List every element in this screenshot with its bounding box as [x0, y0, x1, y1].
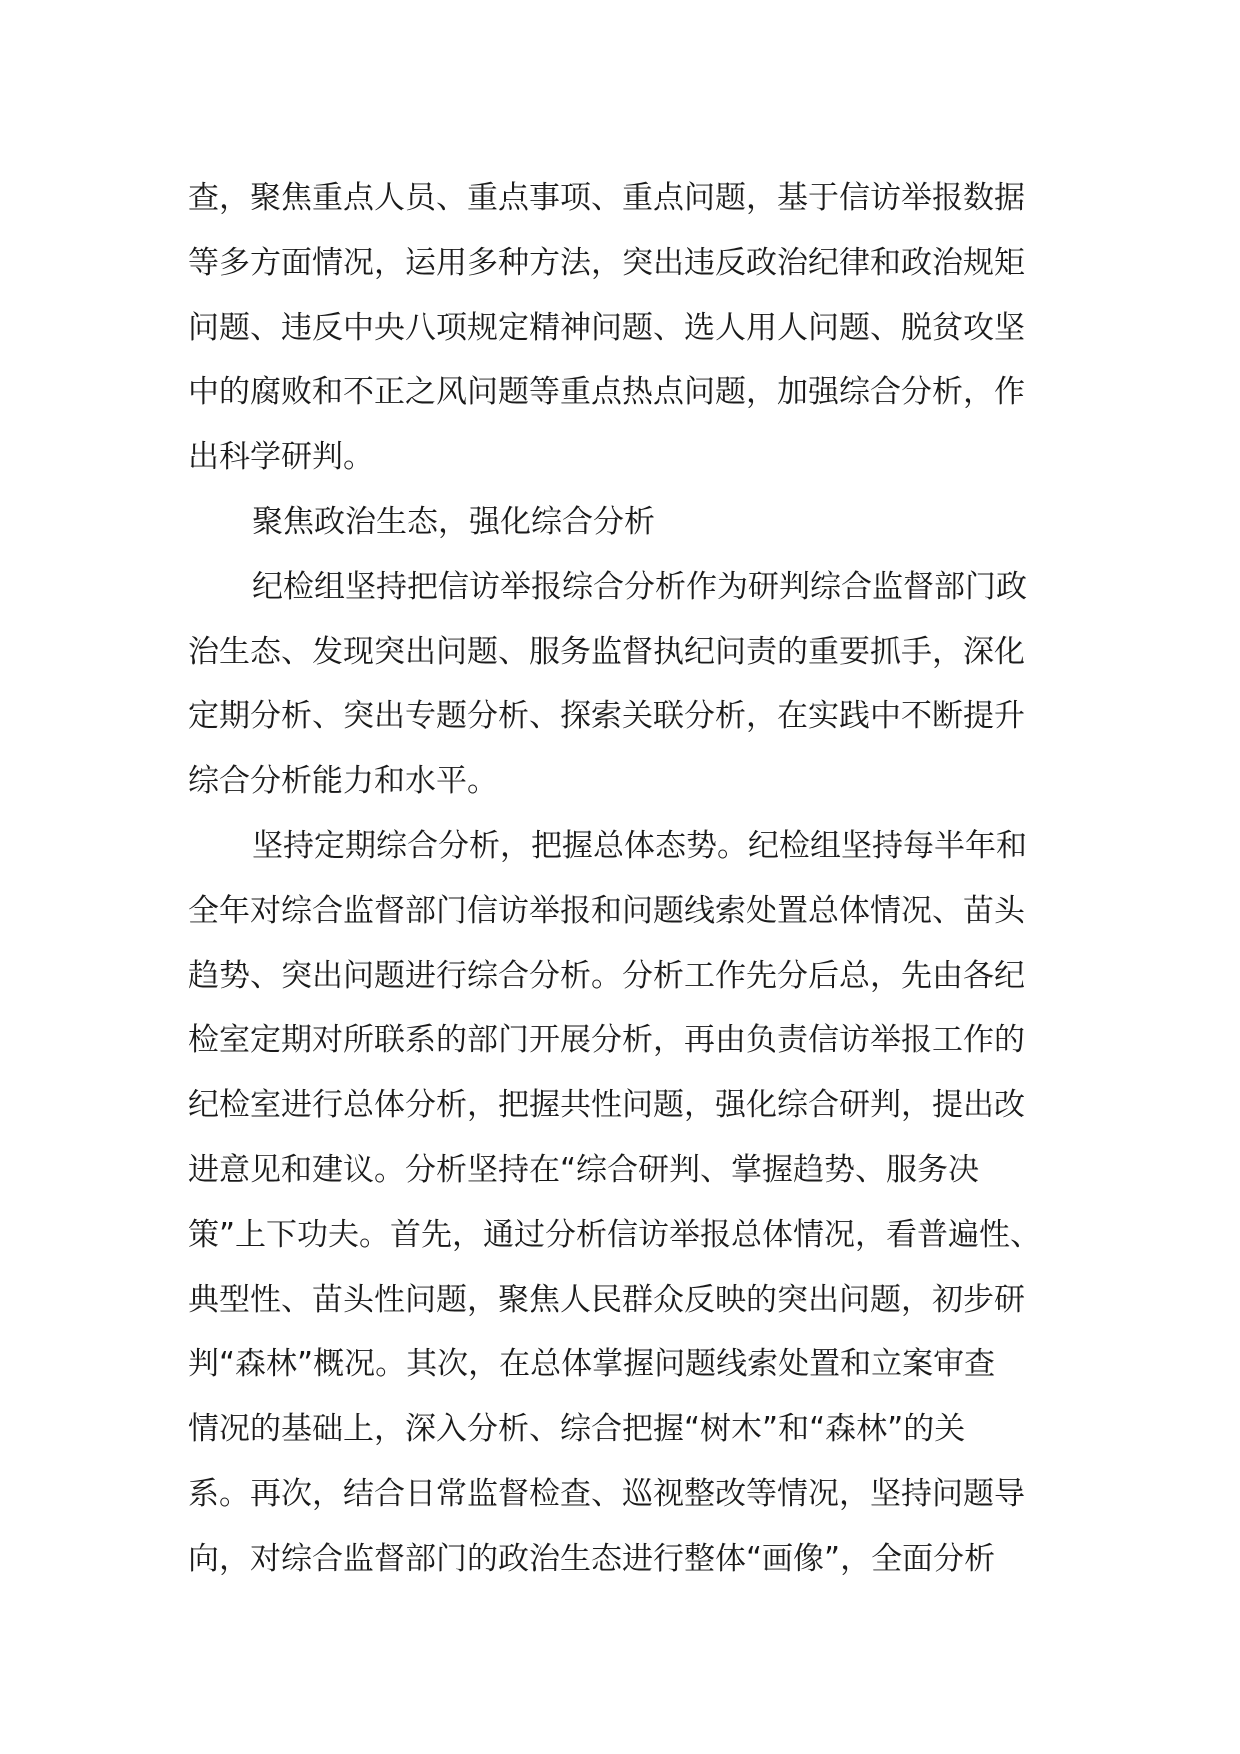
paragraph-line: 综合分析能力和水平。: [188, 763, 498, 800]
paragraph-line: 策”上下功夫。首先，通过分析信访举报总体情况，看普遍性、: [188, 1216, 1042, 1253]
paragraph-line: 判“森林”概况。其次，在总体掌握问题线索处置和立案审查: [188, 1346, 996, 1383]
paragraph-line: 趋势、突出问题进行综合分析。分析工作先分后总，先由各纪: [188, 957, 1025, 994]
paragraph-line: 纪检室进行总体分析，把握共性问题，强化综合研判，提出改: [188, 1087, 1025, 1124]
paragraph-line: 检室定期对所联系的部门开展分析，再由负责信访举报工作的: [188, 1022, 1025, 1059]
paragraph-line: 纪检组坚持把信访举报综合分析作为研判综合监督部门政: [252, 568, 1027, 605]
paragraph-line: 出科学研判。: [188, 439, 374, 476]
section-heading: 聚焦政治生态，强化综合分析: [252, 503, 655, 540]
paragraph-line: 典型性、苗头性问题，聚焦人民群众反映的突出问题，初步研: [188, 1281, 1025, 1318]
paragraph-line: 治生态、发现突出问题、服务监督执纪问责的重要抓手，深化: [188, 633, 1025, 670]
paragraph-line: 查，聚焦重点人员、重点事项、重点问题，基于信访举报数据: [188, 180, 1025, 216]
paragraph-line: 进意见和建议。分析坚持在“综合研判、掌握趋势、服务决: [188, 1151, 980, 1188]
paragraph-line: 问题、违反中央八项规定精神问题、选人用人问题、脱贫攻坚: [188, 309, 1025, 346]
paragraph-line: 全年对综合监督部门信访举报和问题线索处置总体情况、苗头: [188, 892, 1025, 929]
paragraph-line: 坚持定期综合分析，把握总体态势。纪检组坚持每半年和: [252, 827, 1027, 864]
paragraph-line: 系。再次，结合日常监督检查、巡视整改等情况，坚持问题导: [188, 1475, 1025, 1512]
paragraph-line: 等多方面情况，运用多种方法，突出违反政治纪律和政治规矩: [188, 244, 1025, 281]
document-body: [188, 166, 1068, 1592]
paragraph-line: 情况的基础上，深入分析、综合把握“树木”和“森林”的关: [188, 1411, 966, 1448]
paragraph-line: 向，对综合监督部门的政治生态进行整体“画像”，全面分析: [188, 1540, 996, 1577]
paragraph-line: 中的腐败和不正之风问题等重点热点问题，加强综合分析，作: [188, 374, 1025, 411]
paragraph-line: 定期分析、突出专题分析、探索关联分析，在实践中不断提升: [188, 698, 1025, 735]
